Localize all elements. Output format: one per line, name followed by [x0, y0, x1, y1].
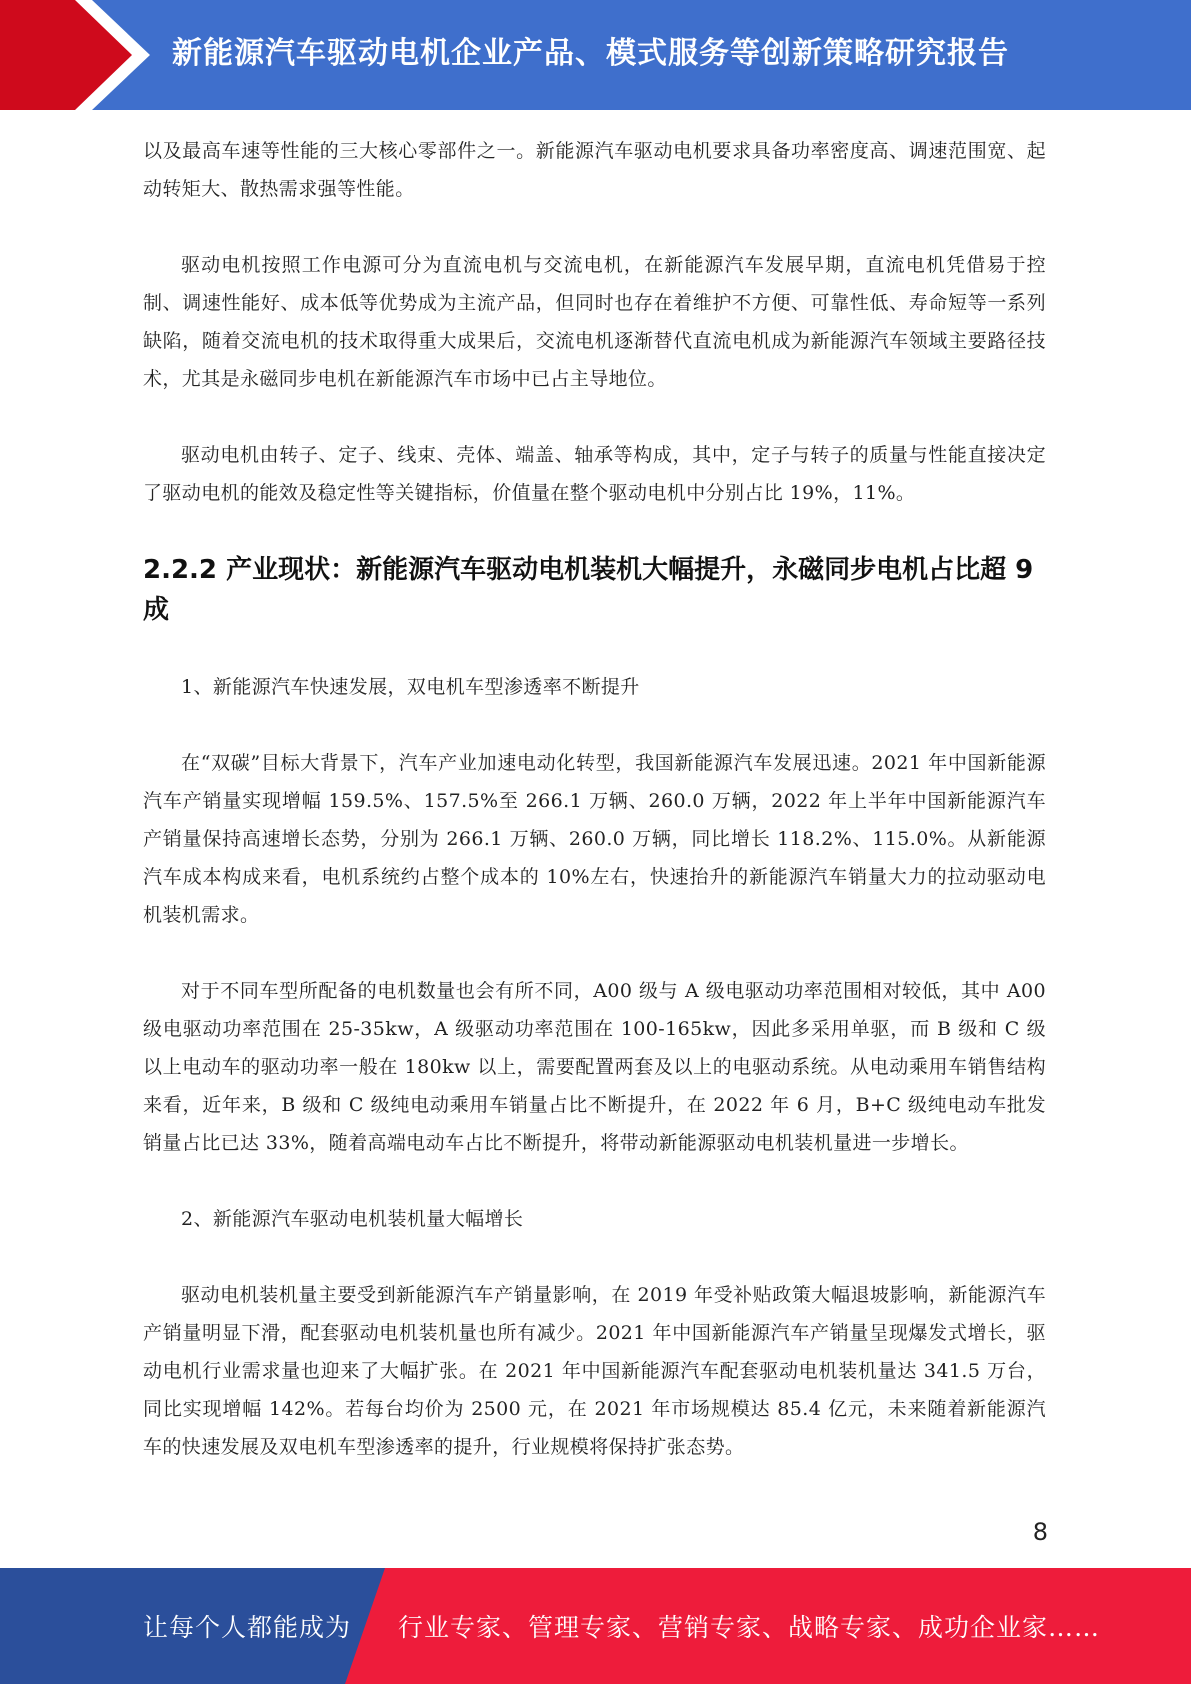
page-number: 8: [1032, 1518, 1048, 1546]
footer-slogan-left: 让每个人都能成为: [143, 1613, 352, 1642]
section-heading: 2.2.2 产业现状：新能源汽车驱动电机装机大幅提升，永磁同步电机占比超 9 成: [143, 555, 1034, 625]
paragraph-3: 驱动电机由转子、定子、线束、壳体、端盖、轴承等构成，其中，定子与转子的质量与性能直接决定了驱动电机的能效及稳定性等关键指标，价值量在整个驱动电机中分别占比 19%，11%。: [143, 444, 1046, 504]
list-item-1: 1、新能源汽车快速发展，双电机车型渗透率不断提升: [181, 676, 640, 698]
footer-banner: [0, 1568, 1191, 1684]
paragraph-4: 在“双碳”目标大背景下，汽车产业加速电动化转型，我国新能源汽车发展迅速。2021 年中国新能源汽车产销量实现增幅 159.5%、157.5%至 266.1 万辆、260.0 万辆，2022 年上半年中国新能源汽车产销量保持高速增长态势，分别为 266.1 万辆、260.0 万辆，同比增长 118.2%、115.0%。从新能源汽车成本构成来看，电机系统约占整个成本的 10%左右，快速抬升的新能源汽车销量大力的拉动驱动电机装机需求。: [143, 752, 1046, 926]
footer-slogan-right: 行业专家、管理专家、营销专家、战略专家、成功企业家……: [398, 1613, 1101, 1642]
header-banner: [0, 0, 1191, 110]
list-item-2: 2、新能源汽车驱动电机装机量大幅增长: [181, 1208, 524, 1230]
paragraph-1: 以及最高车速等性能的三大核心零部件之一。新能源汽车驱动电机要求具备功率密度高、调速范围宽、起动转矩大、散热需求强等性能。: [143, 140, 1046, 200]
paragraph-6: 驱动电机装机量主要受到新能源汽车产销量影响，在 2019 年受补贴政策大幅退坡影响，新能源汽车产销量明显下滑，配套驱动电机装机量也所有减少。2021 年中国新能源汽车产销量呈现爆发式增长，驱动电机行业需求量也迎来了大幅扩张。在 2021 年中国新能源汽车配套驱动电机装机量达 341.5 万台，同比实现增幅 142%。若每台均价为 2500 元，在 2021 年市场规模达 85.4 亿元，未来随着新能源汽车的快速发展及双电机车型渗透率的提升，行业规模将保持扩张态势。: [143, 1284, 1046, 1458]
header-red-arrow: [0, 0, 150, 110]
paragraph-5: 对于不同车型所配备的电机数量也会有所不同，A00 级与 A 级电驱动功率范围相对较低，其中 A00 级电驱动功率范围在 25-35kw，A 级驱动功率范围在 100-165kw，因此多采用单驱，而 B 级和 C 级以上电动车的驱动功率一般在 180kw 以上，需要配置两套及以上的电驱动系统。从电动乘用车销售结构来看，近年来，B 级和 C 级纯电动乘用车销量占比不断提升，在 2022 年 6 月，B+C 级纯电动车批发销量占比已达 33%，随着高端电动车占比不断提升，将带动新能源驱动电机装机量进一步增长。: [143, 980, 1046, 1154]
report-title: 新能源汽车驱动电机企业产品、模式服务等创新策略研究报告: [172, 36, 1009, 71]
page-body: [143, 132, 1046, 1504]
paragraph-2: 驱动电机按照工作电源可分为直流电机与交流电机，在新能源汽车发展早期，直流电机凭借易于控制、调速性能好、成本低等优势成为主流产品，但同时也存在着维护不方便、可靠性低、寿命短等一系列缺陷，随着交流电机的技术取得重大成果后，交流电机逐渐替代直流电机成为新能源汽车领域主要路径技术，尤其是永磁同步电机在新能源汽车市场中已占主导地位。: [143, 254, 1046, 390]
